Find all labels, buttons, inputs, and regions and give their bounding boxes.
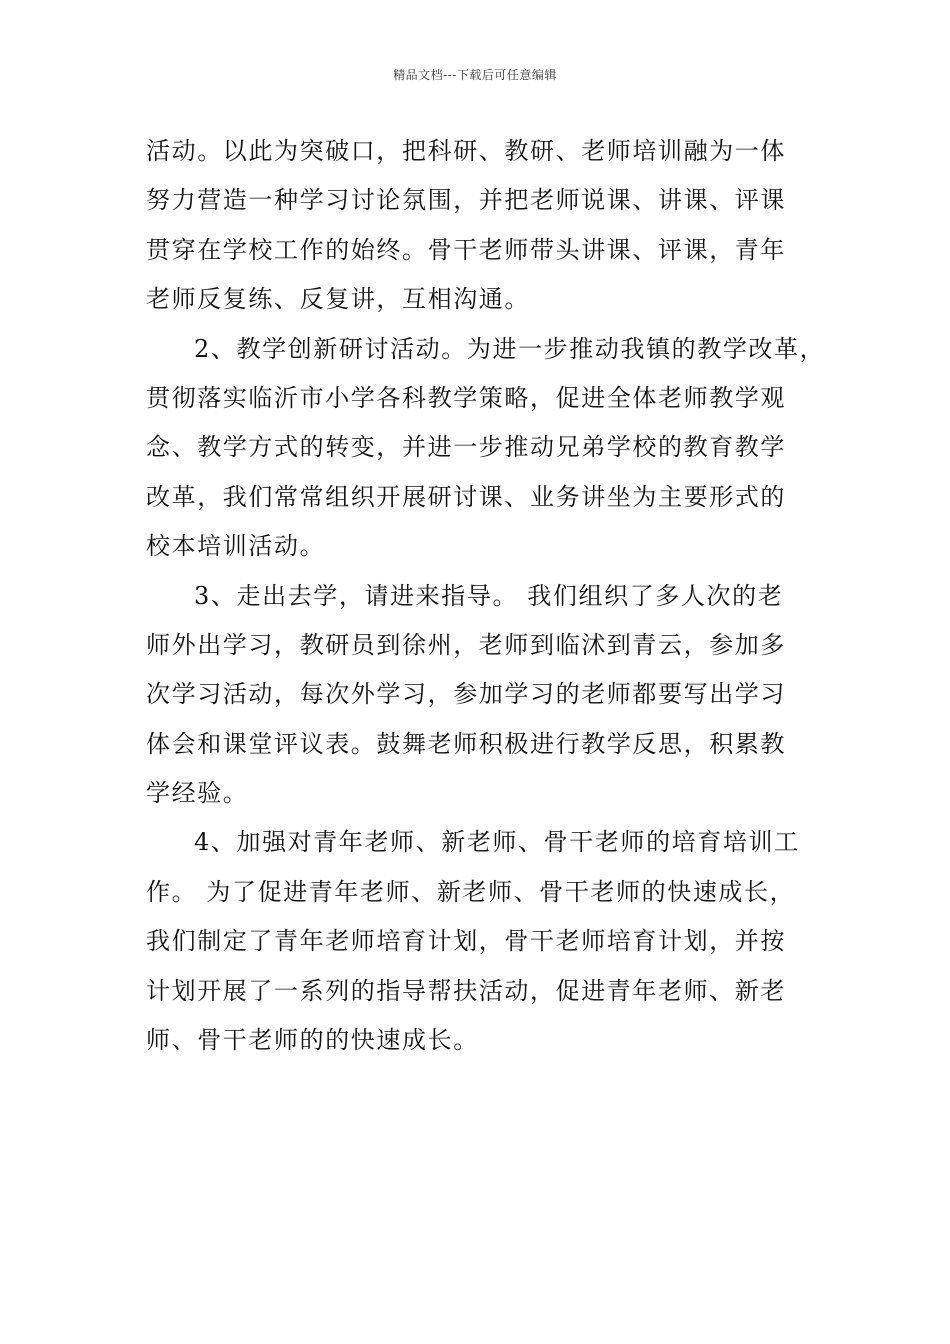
text-line: 2、教学创新研讨活动。为进一步推动我镇的教学改革，: [194, 334, 826, 363]
text-line: 老师反复练、反复讲，互相沟通。: [146, 285, 530, 314]
text-line: 我们制定了青年老师培育计划，骨干老师培育计划，并按: [146, 927, 786, 956]
text-line: 校本培训活动。: [146, 532, 326, 561]
text-line: 改革，我们常常组织开展研讨课、业务讲坐为主要形式的: [146, 482, 786, 511]
text-line: 师、骨干老师的的快速成长。: [146, 1026, 479, 1055]
text-line: 贯穿在学校工作的始终。骨干老师带头讲课、评课，青年: [146, 235, 786, 264]
page-header: 精品文档---下载后可任意编辑: [393, 68, 557, 82]
text-line: 计划开展了一系列的指导帮扶活动，促进青年老师、新老: [146, 976, 786, 1005]
text-line: 体会和课堂评议表。鼓舞老师积极进行教学反思，积累教: [146, 729, 786, 758]
text-line: 次学习活动，每次外学习，参加学习的老师都要写出学习: [146, 680, 786, 709]
text-line: 师外出学习，教研员到徐州，老师到临沭到青云，参加多: [146, 630, 786, 659]
text-line: 努力营造一种学习讨论氛围，并把老师说课、讲课、评课: [146, 186, 786, 215]
document-body: [146, 127, 826, 1065]
text-line: 作。 为了促进青年老师、新老师、骨干老师的快速成长，: [146, 877, 796, 906]
text-line: 3、走出去学，请进来指导。 我们组织了多人次的老: [194, 581, 784, 610]
text-line: 4、加强对青年老师、新老师、骨干老师的培育培训工: [194, 828, 800, 857]
text-line: 学经验。: [146, 779, 249, 808]
text-line: 念、教学方式的转变，并进一步推动兄弟学校的教育教学: [146, 433, 786, 462]
text-line: 贯彻落实临沂市小学各科教学策略，促进全体老师教学观: [146, 383, 786, 412]
text-line: 活动。以此为突破口，把科研、教研、老师培训融为一体: [146, 137, 786, 165]
